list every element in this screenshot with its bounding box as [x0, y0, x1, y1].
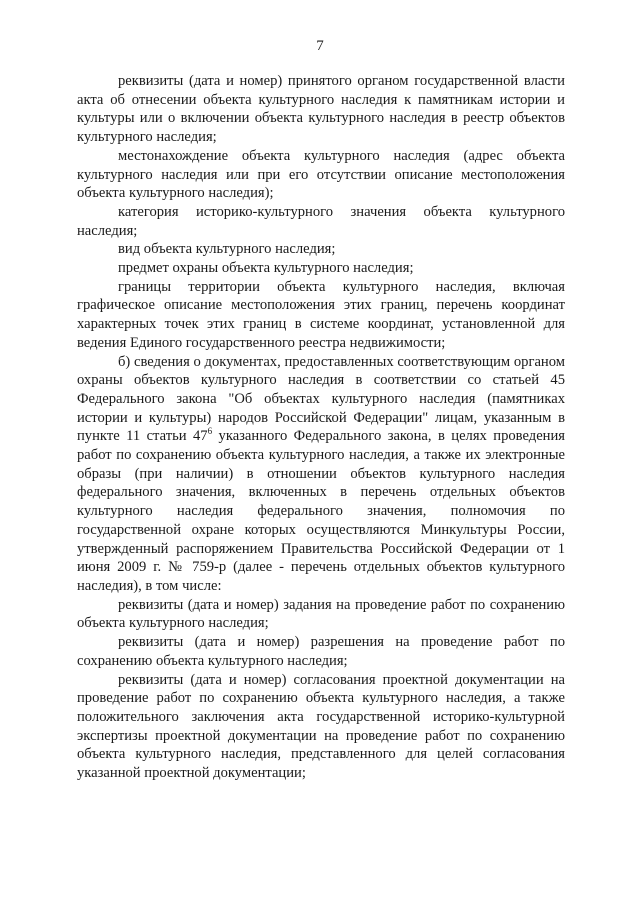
paragraph-requisites-act: реквизиты (дата и номер) принятого органом государственной власти акта об отнесении объекта культурного наследия к памятникам истории и культуры или о включении объекта культурного наследия в реестр объектов культурного наследия;	[77, 73, 565, 146]
paragraph-permit-requisites: реквизиты (дата и номер) разрешения на проведение работ по сохранению объекта культурного наследия;	[77, 634, 565, 669]
document-body	[77, 72, 565, 783]
paragraph-b-part1: б) сведения о документах, предоставленных соответствующим органом охраны объектов культурного наследия в соответствии со статьей 45 Федерального закона "Об объектах культурного наследия (памятниках истории и культуры) народов Российской Федерации" лицам, указанным в пункте 11 статьи 47	[77, 353, 565, 445]
paragraph-approval-requisites: реквизиты (дата и номер) согласования проектной документации на проведение работ по сохранению объекта культурного наследия, а также положительного заключения акта государственной историко-культурной экспертизы проектной документации на проведение работ по сохранению объекта культурного наследия, представленного для целей согласования указанной проектной документации;	[77, 671, 565, 782]
article-superscript: 6	[207, 426, 213, 437]
paragraph-task-requisites: реквизиты (дата и номер) задания на проведение работ по сохранению объекта культурного наследия;	[77, 596, 565, 632]
paragraph-type: вид объекта культурного наследия;	[118, 241, 336, 258]
paragraph-location: местонахождение объекта культурного наследия (адрес объекта культурного наследия или при его отсутствии описание местоположения объекта культурного наследия);	[77, 147, 565, 202]
page-number: 7	[316, 38, 324, 54]
paragraph-territory-borders: границы территории объекта культурного наследия, включая графическое описание местоположения этих границ, перечень координат характерных точек этих границ в системе координат, установленной для ведения Единого государственного реестра недвижимости;	[77, 278, 565, 351]
paragraph-category: категория историко-культурного значения объекта культурного наследия;	[77, 203, 565, 239]
paragraph-b-part2: указанного Федерального закона, в целях проведения работ по сохранению объекта культурного наследия, а также их электронные образы (при наличии) в отношении объектов культурного наследия федерального значения, включенных в перечень отдельных объектов культурного наследия федерального значения, полномочия по государственной охране которых осуществляются Минкультуры России, утвержденный распоряжением Правительства Российской Федерации от 1 июня 2009 г. № 759-р (далее - перечень отдельных объектов культурного наследия), в том числе:	[77, 428, 565, 594]
paragraph-b-documents	[77, 353, 565, 596]
paragraph-protection-subject: предмет охраны объекта культурного наследия;	[118, 260, 414, 277]
